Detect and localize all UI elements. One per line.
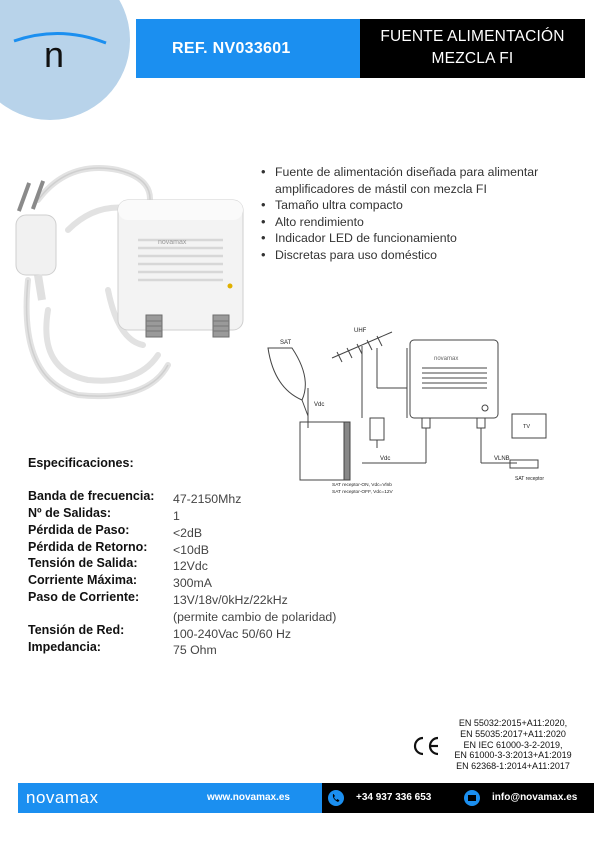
specs-title: Especificaciones: xyxy=(28,456,134,470)
spec-value-impedance: 75 Ohm xyxy=(173,643,217,657)
spec-label-insertion-loss: Pérdida de Paso: xyxy=(28,523,130,537)
footer-email-link[interactable]: info@novamax.es xyxy=(492,792,578,803)
spec-label-dc-pass: Paso de Corriente: xyxy=(28,590,140,604)
spec-value-dc-pass-note: (permite cambio de polaridad) xyxy=(173,610,337,624)
spec-value-mains-voltage: 100-240Vac 50/60 Hz xyxy=(173,627,292,641)
diagram-uhf-label: UHF xyxy=(354,328,367,334)
norm-item: EN 55032:2015+A11:2020, xyxy=(458,718,568,728)
norm-item: EN 62368-1:2014+A11:2017 xyxy=(456,761,570,772)
diagram-vdc-label-bottom: Vdc xyxy=(380,456,391,462)
feature-item: • Alto rendimiento xyxy=(259,214,559,231)
feature-item: • Tamaño ultra compacto xyxy=(259,197,559,214)
product-photo xyxy=(8,140,253,410)
product-title-line2: MEZCLA FI xyxy=(431,50,514,67)
diagram-brand-label: novamax xyxy=(434,356,459,362)
feature-item: • Discretas para uso doméstico xyxy=(259,247,559,264)
spec-value-output-voltage: 12Vdc xyxy=(173,559,208,573)
feature-item: • Fuente de alimentación diseñada para alimentar amplificadores de mástil con mezcla FI xyxy=(259,164,559,197)
product-title-banner xyxy=(360,19,585,78)
product-title-line1: FUENTE ALIMENTACIÓN xyxy=(380,28,565,45)
reference-code: REF. NV033601 xyxy=(172,39,291,57)
logo-letter: n xyxy=(44,34,65,75)
device-brand-label: novamax xyxy=(158,239,187,246)
spec-label-output-voltage: Tensión de Salida: xyxy=(28,556,138,570)
spec-value-frequency: 47-2150Mhz xyxy=(173,492,242,506)
spec-value-dc-pass: 13V/18v/0kHz/22kHz xyxy=(173,593,288,607)
footer-phone-link[interactable]: +34 937 336 653 xyxy=(356,792,432,803)
norm-item: EN 55035:2017+A11:2020 xyxy=(460,728,566,739)
norms-list xyxy=(448,718,578,772)
diagram-vdc-label-top: Vdc xyxy=(314,402,325,408)
feature-list xyxy=(259,164,559,264)
footer-website-link[interactable]: www.novamax.es xyxy=(207,792,290,803)
spec-value-return-loss: <10dB xyxy=(173,543,209,557)
diagram-vlnb-label: VLNB xyxy=(494,456,510,462)
connection-diagram xyxy=(262,318,562,498)
diagram-sat-label: SAT xyxy=(280,340,292,346)
spec-label-max-current: Corriente Máxima: xyxy=(28,573,138,587)
footer-bar xyxy=(18,783,594,813)
footer-logo: novamax xyxy=(26,788,99,807)
diagram-sat-receptor-label: SAT receptor xyxy=(515,476,544,482)
footer-contact-section xyxy=(322,783,594,813)
ce-mark-icon xyxy=(411,736,441,756)
spec-value-max-current: 300mA xyxy=(173,576,212,590)
spec-value-outputs: 1 xyxy=(173,509,180,523)
norm-item: EN IEC 61000-3-2-2019, xyxy=(463,739,563,750)
diagram-tv-label: TV xyxy=(523,424,531,430)
spec-label-frequency: Banda de frecuencia: xyxy=(28,489,155,503)
spec-label-impedance: Impedancia: xyxy=(28,640,101,654)
spec-label-outputs: Nº de Salidas: xyxy=(28,506,112,520)
mail-icon xyxy=(464,790,480,806)
feature-item: • Indicador LED de funcionamiento xyxy=(259,230,559,247)
phone-icon xyxy=(328,790,344,806)
diagram-note-line2: SAT receptor-OFF, Vdc=12V xyxy=(332,490,393,495)
spec-label-return-loss: Pérdida de Retorno: xyxy=(28,540,148,554)
norm-item: EN 61000-3-3:2013+A1:2019 xyxy=(454,750,572,761)
spec-value-insertion-loss: <2dB xyxy=(173,526,203,540)
reference-banner xyxy=(136,19,360,78)
diagram-note-line1: SAT receptor-ON, Vdc=Vlnb xyxy=(332,483,392,488)
spec-label-mains-voltage: Tensión de Red: xyxy=(28,623,125,637)
novamax-logo-icon xyxy=(10,25,110,75)
